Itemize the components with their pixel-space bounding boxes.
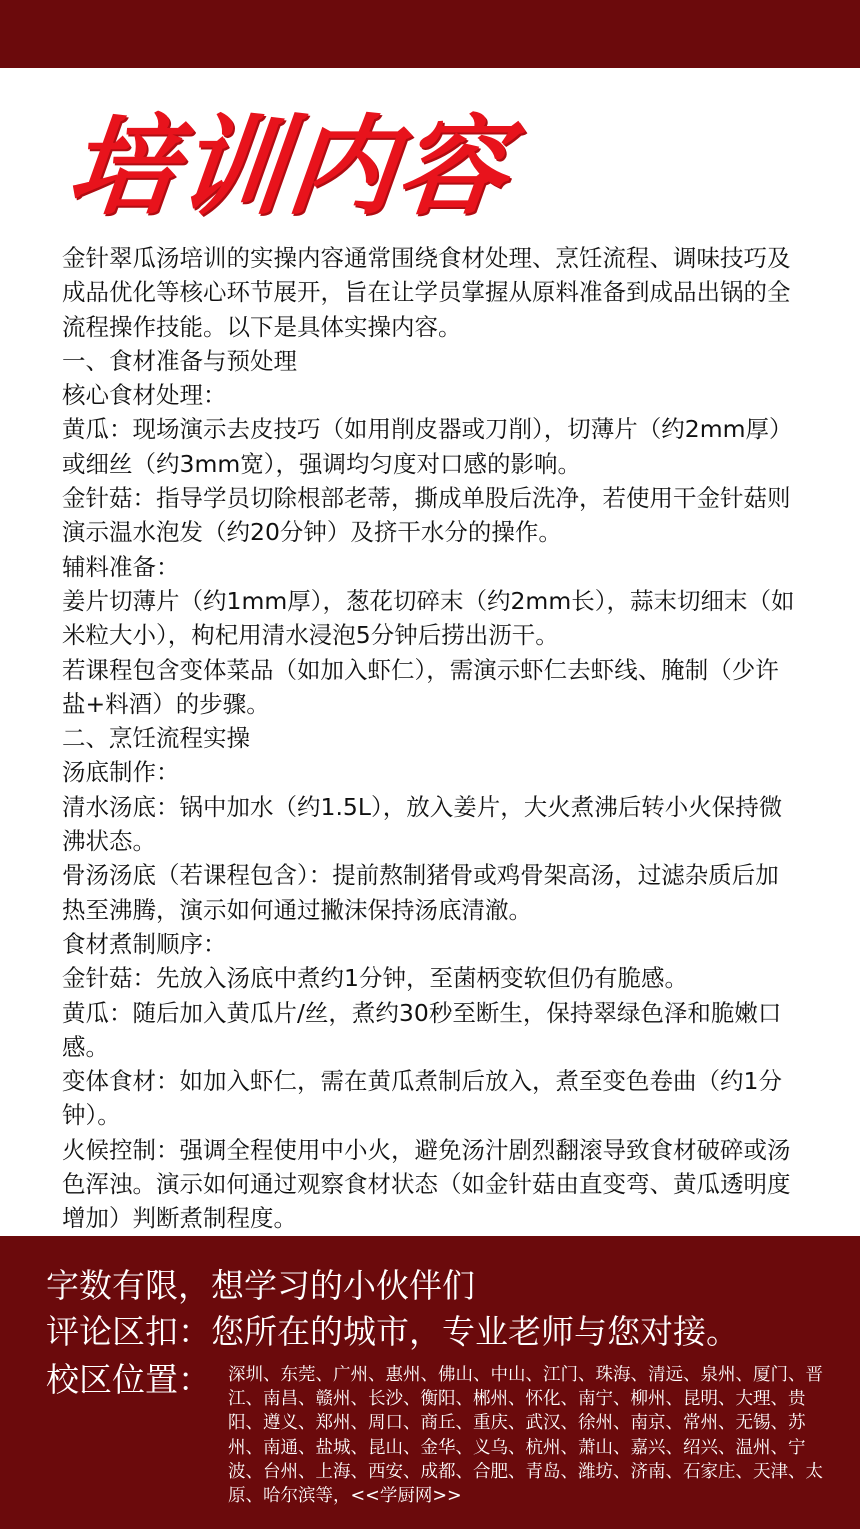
subheading: 食材煮制顺序： bbox=[62, 929, 227, 958]
top-banner bbox=[0, 0, 860, 68]
footer-line-1: 字数有限，想学习的小伙伴们 bbox=[46, 1266, 475, 1305]
subheading: 核心食材处理： bbox=[62, 381, 227, 410]
body-paragraph: 变体食材：如加入虾仁，需在黄瓜煮制后放入，煮至变色卷曲（约1分钟）。 bbox=[62, 1067, 782, 1130]
body-paragraph: 清水汤底：锅中加水（约1.5L），放入姜片，大火煮沸后转小火保持微沸状态。 bbox=[62, 792, 783, 856]
section-heading: 二、烹饪流程实操 bbox=[62, 724, 250, 753]
body-paragraph: 火候控制：强调全程使用中小火，避免汤汁剧烈翻滚导致食材破碎或汤色浑浊。演示如何通过观察食材状态（如金针菇由直变弯、黄瓜透明度增加）判断煮制程度。 bbox=[62, 1135, 791, 1233]
section-heading: 一、食材准备与预处理 bbox=[62, 346, 297, 375]
body-paragraph: 姜片切薄片（约1mm厚），葱花切碎末（约2mm长），蒜末切细末（如米粒大小），枸杞用清水浸泡5分钟后捞出沥干。 bbox=[62, 586, 795, 650]
campus-list: 深圳、东莞、广州、惠州、佛山、中山、江门、珠海、清远、泉州、厦门、晋江、南昌、赣州、长沙、衡阳、郴州、怀化、南宁、柳州、昆明、大理、贵阳、遵义、郑州、周口、商丘、重庆、武汉、徐州、南京、常州、无锡、苏州、南通、盐城、昆山、金华、义乌、杭州、萧山、嘉兴、绍兴、温州、宁波、台州、上海、西安、成都、合肥、青岛、潍坊、济南、石家庄、天津、太原、哈尔滨等，<<学厨网>> bbox=[228, 1365, 823, 1507]
subheading: 汤底制作： bbox=[62, 758, 180, 787]
page-title: 培训内容 bbox=[61, 105, 515, 230]
body-paragraph: 黄瓜：现场演示去皮技巧（如用削皮器或刀削），切薄片（约2mm厚）或细丝（约3mm宽），强调均匀度对口感的影响。 bbox=[62, 415, 793, 478]
body-paragraph: 若课程包含变体菜品（如加入虾仁），需演示虾仁去虾线、腌制（少许盐+料酒）的步骤。 bbox=[62, 655, 779, 718]
footer-line-2: 评论区扣：您所在的城市，专业老师与您对接。 bbox=[46, 1312, 739, 1351]
intro-paragraph: 金针翠瓜汤培训的实操内容通常围绕食材处理、烹饪流程、调味技巧及成品优化等核心环节展开，旨在让学员掌握从原料准备到成品出锅的全流程操作技能。以下是具体实操内容。 bbox=[62, 244, 791, 341]
body-paragraph: 金针菇：指导学员切除根部老蒂，撕成单股后洗净，若使用干金针菇则演示温水泡发（约20分钟）及挤干水分的操作。 bbox=[62, 484, 791, 547]
campus-label: 校区位置： bbox=[46, 1360, 211, 1399]
body-paragraph: 骨汤汤底（若课程包含）：提前熬制猪骨或鸡骨架高汤，过滤杂质后加热至沸腾，演示如何通过撇沫保持汤底清澈。 bbox=[62, 861, 779, 924]
body-paragraph: 黄瓜：随后加入黄瓜片/丝，煮约30秒至断生，保持翠绿色泽和脆嫩口感。 bbox=[62, 998, 782, 1061]
body-paragraph: 金针菇：先放入汤底中煮约1分钟，至菌柄变软但仍有脆感。 bbox=[62, 964, 688, 993]
footer-banner bbox=[0, 1236, 860, 1529]
article-body bbox=[62, 241, 798, 1236]
subheading: 辅料准备： bbox=[62, 552, 180, 581]
